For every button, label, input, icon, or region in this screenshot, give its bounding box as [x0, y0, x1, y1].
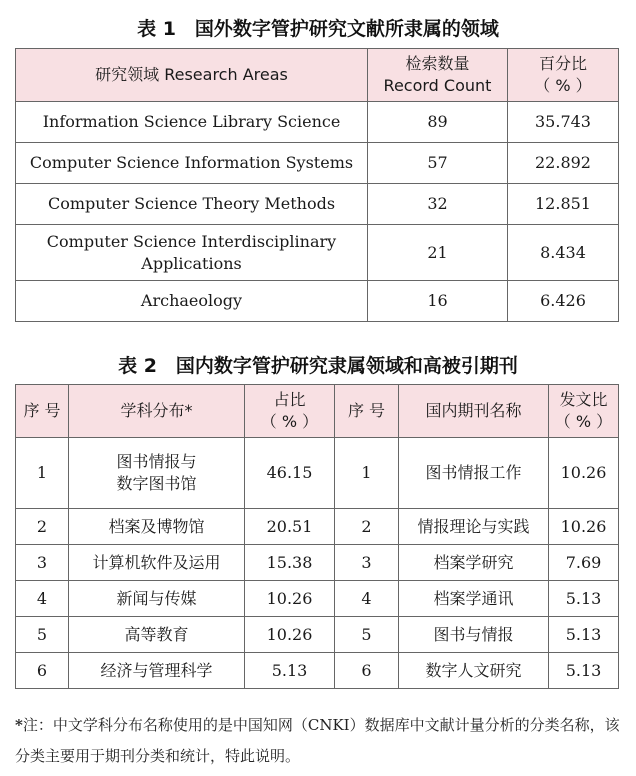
- record-count: 89: [368, 102, 508, 143]
- research-area: Information Science Library Science: [16, 102, 368, 143]
- record-count: 32: [368, 184, 508, 225]
- journal-name: 图书与情报: [399, 617, 549, 653]
- research-area: Computer Science Information Systems: [16, 143, 368, 184]
- table2: [15, 384, 619, 689]
- table1-header-row: [16, 49, 619, 102]
- journal-name: 图书情报工作: [399, 438, 549, 509]
- table1-caption: 表 1 国外数字管护研究文献所隶属的领域: [137, 18, 499, 40]
- journal-number: 6: [335, 653, 399, 689]
- row-number: 3: [16, 545, 69, 581]
- table-row: [16, 509, 619, 545]
- ratio: 10.26: [549, 509, 619, 545]
- row-number: 1: [16, 438, 69, 509]
- header-ratio-zh: 发文比: [559, 390, 608, 409]
- table-row: [16, 102, 619, 143]
- header-ratio: [549, 385, 619, 438]
- table-row: [16, 653, 619, 689]
- subject: 档案及博物馆: [69, 509, 245, 545]
- subject: [69, 438, 245, 509]
- journal-number: 1: [335, 438, 399, 509]
- row-number: 4: [16, 581, 69, 617]
- percent: 35.743: [508, 102, 619, 143]
- share: 20.51: [245, 509, 335, 545]
- table-row: [16, 225, 619, 281]
- share: 5.13: [245, 653, 335, 689]
- header-record-count: [368, 49, 508, 102]
- share: 10.26: [245, 581, 335, 617]
- header-research-areas: 研究领域 Research Areas: [16, 49, 368, 102]
- header-journal: 国内期刊名称: [399, 385, 549, 438]
- subject: 新闻与传媒: [69, 581, 245, 617]
- header-subject: 学科分布*: [69, 385, 245, 438]
- table-row: [16, 184, 619, 225]
- research-area-line1: Computer Science Interdisciplinary: [46, 231, 337, 251]
- subject: 计算机软件及运用: [69, 545, 245, 581]
- research-area: [16, 225, 368, 281]
- share: 15.38: [245, 545, 335, 581]
- journal-name: 档案学通讯: [399, 581, 549, 617]
- subject-line2: 数字图书馆: [116, 474, 197, 493]
- row-number: 2: [16, 509, 69, 545]
- journal-number: 5: [335, 617, 399, 653]
- ratio: 5.13: [549, 653, 619, 689]
- subject: 高等教育: [69, 617, 245, 653]
- row-number: 5: [16, 617, 69, 653]
- footnote-text: 注：中文学科分布名称使用的是中国知网（CNKI）数据库中文献计量分析的分类名称，该分类主要用于期刊分类和统计，特此说明。: [15, 716, 620, 765]
- research-area: Archaeology: [16, 281, 368, 322]
- research-area-line2: Applications: [141, 253, 242, 273]
- header-record-count-zh: 检索数量: [405, 54, 470, 73]
- header-no-right: 序 号: [335, 385, 399, 438]
- ratio: 5.13: [549, 581, 619, 617]
- table-row: [16, 617, 619, 653]
- header-ratio-unit: （ % ）: [554, 412, 613, 431]
- table-row: [16, 545, 619, 581]
- journal-name: 档案学研究: [399, 545, 549, 581]
- table-row: [16, 281, 619, 322]
- journal-name: 情报理论与实践: [399, 509, 549, 545]
- journal-number: 3: [335, 545, 399, 581]
- table1: [15, 48, 619, 322]
- header-share: [245, 385, 335, 438]
- percent: 8.434: [508, 225, 619, 281]
- ratio: 5.13: [549, 617, 619, 653]
- table-row: [16, 581, 619, 617]
- footnote: [15, 710, 625, 772]
- ratio: 10.26: [549, 438, 619, 509]
- header-share-zh: 占比: [273, 390, 306, 409]
- footnote-star: *: [15, 716, 23, 734]
- header-record-count-en: Record Count: [383, 76, 492, 95]
- subject-line1: 图书情报与: [116, 452, 197, 471]
- journal-name: 数字人文研究: [399, 653, 549, 689]
- header-percent-zh: 百分比: [538, 54, 587, 73]
- research-area: Computer Science Theory Methods: [16, 184, 368, 225]
- header-percent-unit: （ % ）: [534, 76, 592, 95]
- ratio: 7.69: [549, 545, 619, 581]
- percent: 22.892: [508, 143, 619, 184]
- record-count: 57: [368, 143, 508, 184]
- share: 46.15: [245, 438, 335, 509]
- record-count: 16: [368, 281, 508, 322]
- subject: 经济与管理科学: [69, 653, 245, 689]
- table-row: [16, 143, 619, 184]
- table2-header-row: [16, 385, 619, 438]
- header-percent: [508, 49, 619, 102]
- journal-number: 4: [335, 581, 399, 617]
- journal-number: 2: [335, 509, 399, 545]
- table-row: [16, 438, 619, 509]
- percent: 12.851: [508, 184, 619, 225]
- header-share-unit: （ % ）: [260, 412, 319, 431]
- table2-caption: 表 2 国内数字管护研究隶属领域和高被引期刊: [118, 355, 518, 377]
- percent: 6.426: [508, 281, 619, 322]
- record-count: 21: [368, 225, 508, 281]
- header-no-left: 序 号: [16, 385, 69, 438]
- share: 10.26: [245, 617, 335, 653]
- row-number: 6: [16, 653, 69, 689]
